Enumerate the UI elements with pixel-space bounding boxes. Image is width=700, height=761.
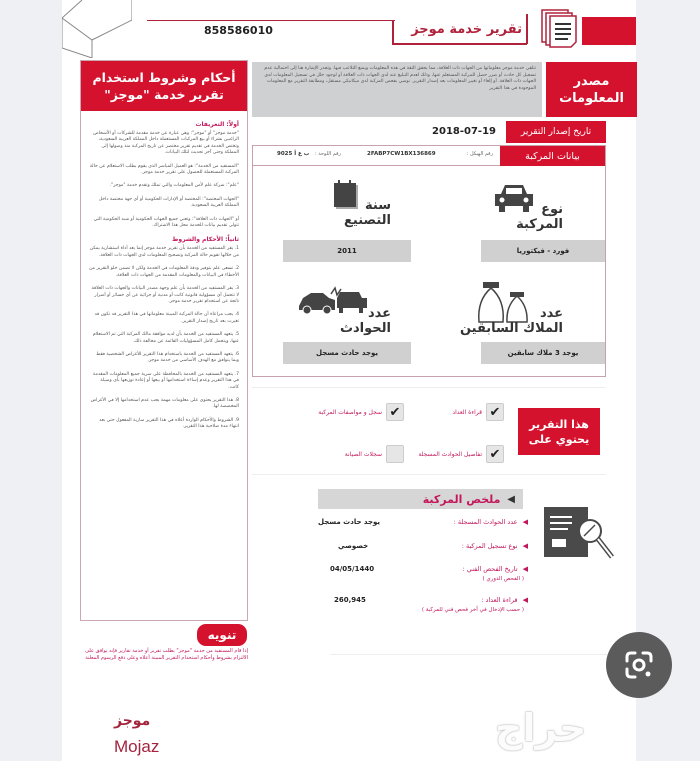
manufacture-year-value: 2011 — [283, 240, 411, 262]
vin-value: 2FABP7CW1BX136869 — [367, 151, 436, 157]
notice-title: تنويه — [197, 624, 247, 646]
terms-paragraph: 2. تسعى علم بتوفير ودقة المعلومات في الخدمة ولكن لا تضمن خلو التقرير من الأخطاء في البيانات والمعلومات المقدمة من الجهات ذات العلاقة. — [89, 266, 239, 278]
terms-paragraph: "الجهات المختصة": المختصة أو الإدارات الحكومية أو أي جهة مختصة داخل المملكة العربية السعودية. — [98, 196, 239, 209]
summary-row-inspection — [318, 565, 528, 582]
terms-panel — [80, 60, 248, 621]
terms-body — [81, 111, 247, 444]
summary-label-text: عدد الحوادث المسجلة : — [453, 518, 518, 526]
haraj-watermark: حراج — [495, 706, 587, 750]
vehicle-type-title-1: نوع — [541, 202, 563, 217]
logo-english: Mojaz — [114, 737, 160, 756]
divider — [252, 474, 606, 475]
terms-paragraph: 6. يتعهد المستفيد من الخدمة باستخدام هذا التقرير للأغراض الشخصية فقط وبما يتوافق مع الهدف الأساسي من خدمة موجز. — [96, 351, 239, 364]
summary-label — [454, 518, 528, 526]
summary-row-registration — [318, 542, 528, 556]
accidents-title-2: الحوادث — [339, 321, 391, 336]
checkbox-accident-details[interactable]: ✔ — [486, 445, 504, 463]
google-lens-icon — [621, 647, 657, 683]
terms-paragraph: 7. يتعهد المستفيد من الخدمة بالمحافظة على سرية جميع المعلومات المقدمة في هذا التقرير وعدم إساءة استخدامها أو بيعها أو إعادة توزيعها بأي وسيلة كانت. — [93, 371, 239, 390]
section-arrow-icon: ◀ — [507, 493, 515, 505]
google-lens-button[interactable] — [606, 632, 672, 698]
manufacture-year-title — [344, 198, 391, 228]
terms-paragraph: "خدمة موجز" أو "موجز": وهي عبارة عن خدمة مقدمة للشركات أو الأشخاص الراغبين بشراء أو بيع المركبات المستعملة داخل المملكة العربية السعودية، وتختص الخدمة في تقديم تقرير مختصر عن تاريخ المركبة منذ وصولها إلى المملكة وحتى آخر تحديث لتلك البيانات. — [93, 131, 239, 156]
accidents-value: يوجد حادث مسجل — [283, 342, 411, 364]
accidents-title-1: عدد — [367, 306, 391, 321]
previous-owners-value: يوجد 3 ملاك سابقين — [481, 342, 605, 364]
checkbox-odometer-label: قراءة العداد — [452, 409, 482, 416]
plate-label: رقم اللوحة : — [315, 151, 341, 157]
checkbox-odometer[interactable]: ✔ — [486, 403, 504, 421]
notice-text: إذا قام المستفيد من خدمة "موجز" بطلب تقرير أو خدمة تقارير فإنه يوافق على الالتزام بشروط وأحكام استخدام التقرير المبينة أعلاه وعلى دفع الرسوم المعلنة — [85, 648, 248, 661]
checkbox-maintenance-records-label: سجلات الصيانة — [344, 451, 382, 458]
terms-section-conditions: ثانياً: الأحكام والشروط — [172, 236, 239, 244]
report-page — [62, 0, 636, 761]
summary-value: 04/05/1440 — [330, 565, 375, 573]
summary-label — [462, 542, 528, 550]
accidents-title — [340, 306, 391, 336]
box-outline-icon — [62, 0, 132, 58]
bullet-icon: ◀ — [522, 596, 528, 604]
terms-paragraph: 5. يتعهد المستفيد من الخدمة بأن لديه موافقة مالك المركبة التي تم الاستعلام عنها، ويتحمل كامل المسؤوليات القائمة عن مخالفة ذلك. — [92, 332, 239, 344]
summary-row-odometer — [318, 596, 528, 613]
header-rule-v2 — [526, 14, 528, 44]
terms-paragraph: 1. يقر المستفيد من الخدمة بأن تقرير خدمة موجز إنما يعد أداة استشارية يمكن من خلالها تقويم حالة المركبة وتصحيح المعلومات لدى الجهات ذات العلاقة. — [89, 246, 239, 258]
summary-label-text: قراءة العداد : — [481, 596, 518, 604]
summary-value: يوجد حادث مسجل — [318, 518, 381, 526]
terms-paragraph: "المستفيد من الخدمة": هو العميل المباشر الذي يقوم بطلب الاستعلام عن حالة المركبة المستعملة للحصول على تقرير خدمة موجز. — [89, 163, 239, 176]
terms-paragraph: 8. هذا التقرير يحتوي على معلومات مهمة يجب عدم استخدامها إلا في الأغراض المخصصة لها. — [90, 397, 239, 410]
report-date-label: تاريخ إصدار التقرير — [506, 121, 606, 143]
summary-value: خصوصي — [338, 542, 369, 550]
terms-paragraph: 9. الشروط والأحكام الواردة أعلاه في هذا التقرير سارية المفعول حتى بعد انتهاء مدة صلاحية هذا التقرير. — [99, 417, 239, 430]
report-contains-title: هذا التقرير يحتوي على — [518, 408, 600, 455]
summary-label-text: تاريخ الفحص الفني : — [462, 565, 518, 573]
summary-note: ( حسب الإدخال في آخر فحص فني للمركبة ) — [421, 607, 524, 613]
document-stack-icon — [540, 8, 580, 48]
vehicle-summary-title — [318, 489, 523, 509]
divider — [252, 387, 606, 388]
summary-label — [481, 596, 528, 604]
vehicle-summary-title-text: ملخص المركبة — [422, 492, 501, 506]
checkbox-accident-details-label: تفاصيل الحوادث المسجلة — [418, 451, 482, 458]
plate-value: ب ع أ 9025 — [277, 151, 310, 157]
terms-title: أحكام وشروط استخدام تقرير خدمة "موجز" — [81, 61, 247, 111]
checkbox-vehicle-record-label: سجل و مواصفات المركبة — [318, 409, 382, 416]
summary-note: ( الفحص الدوري ) — [482, 576, 524, 582]
header-red-bar — [582, 17, 636, 45]
vehicle-id-strip — [253, 146, 605, 166]
summary-label-text: نوع تسجيل المركبة : — [461, 542, 518, 550]
report-date-value: 2018-07-19 — [432, 126, 496, 137]
terms-paragraph: 4. يجب مراعاة أن حالة المركبة المبينة معلوماتها في هذا التقرير قد تكون قد تغيرت بعد تاريخ إصدار التقرير. — [94, 312, 239, 324]
summary-value: 260,945 — [334, 596, 366, 604]
header-rule-bottom — [392, 43, 527, 45]
vin-label: رقم الهيكل : — [466, 151, 493, 157]
report-date-row — [252, 121, 606, 143]
bullet-icon: ◀ — [522, 518, 528, 526]
checkbox-vehicle-record[interactable]: ✔ — [386, 403, 404, 421]
report-number: 858586010 — [204, 24, 273, 37]
vehicle-type-value: فورد - فيكتوريا — [481, 240, 605, 262]
vehicle-type-title-2: المركبة — [516, 217, 563, 232]
report-title: تقرير خدمة موجز — [411, 22, 522, 37]
bullet-icon: ◀ — [522, 542, 528, 550]
terms-paragraph: 3. يقر المستفيد من الخدمة بأن علم وجهة مصدر البيانات والجهات ذات العلاقة لا تتحمل أي مسؤولية قانونية كانت أو مدنية أو جزائية عن أي خسائر أو أضرار ناتجة عن استخدام تقرير خدمة موجز. — [91, 286, 239, 304]
terms-paragraph: "علم": شركة علم لأمن المعلومات والتي تملك وتقدم خدمة "موجز". — [109, 183, 239, 189]
previous-owners-title-2: الملاك السابقين — [459, 321, 563, 336]
terms-section-definitions: أولاً: التعريفات — [195, 121, 239, 128]
vehicle-data-label: بيانات المركبة — [500, 146, 605, 166]
manufacture-year-title-2: التصنيع — [344, 213, 391, 228]
document-inspect-icon — [542, 505, 622, 565]
source-text: تتلقى خدمة موجز معلوماتها من الجهات ذات العلاقة، مما يحقق الثقة في هذه المعلومات ويمنع التلاعب فيها. وتجدر الإشارة هنا إلى احتمالية عدم تسجيل كل حادث أو ضرر حصل للمركبة المستعلم عنها، وذلك لعدم التبليغ عنه لدى الجهات ذات العلاقة أو لوجود خلل في تسجيل المعلومات لدى الجهات ذات العلاقة. أو إلغاء أو تغيير المعلومات بعد إصدار التقرير. نوصي بفحص المركبة لدى ميكانيكي مستقل، ومطابقة التقرير مع المعلومات الموجودة في هذا التقرير — [252, 62, 542, 117]
checkbox-maintenance-records[interactable] — [386, 445, 404, 463]
logo-arabic: موجز — [114, 713, 151, 729]
source-title: مصدر المعلومات — [546, 62, 637, 117]
vehicle-data-panel — [252, 145, 606, 377]
previous-owners-title — [460, 306, 563, 336]
previous-owners-title-1: عدد — [539, 306, 563, 321]
summary-row-accidents — [318, 518, 528, 532]
manufacture-year-title-1: سنة — [365, 198, 391, 213]
summary-label — [463, 565, 528, 573]
terms-paragraph: أو "الجهات ذات العلاقة": وتعني جميع الجهات الحكومية أو شبه الحكومية التي تتولى تقديم بيانات للخدمة محل هذا الاشتراك. — [93, 216, 239, 229]
vehicle-type-title — [516, 202, 563, 232]
bullet-icon: ◀ — [522, 565, 528, 573]
